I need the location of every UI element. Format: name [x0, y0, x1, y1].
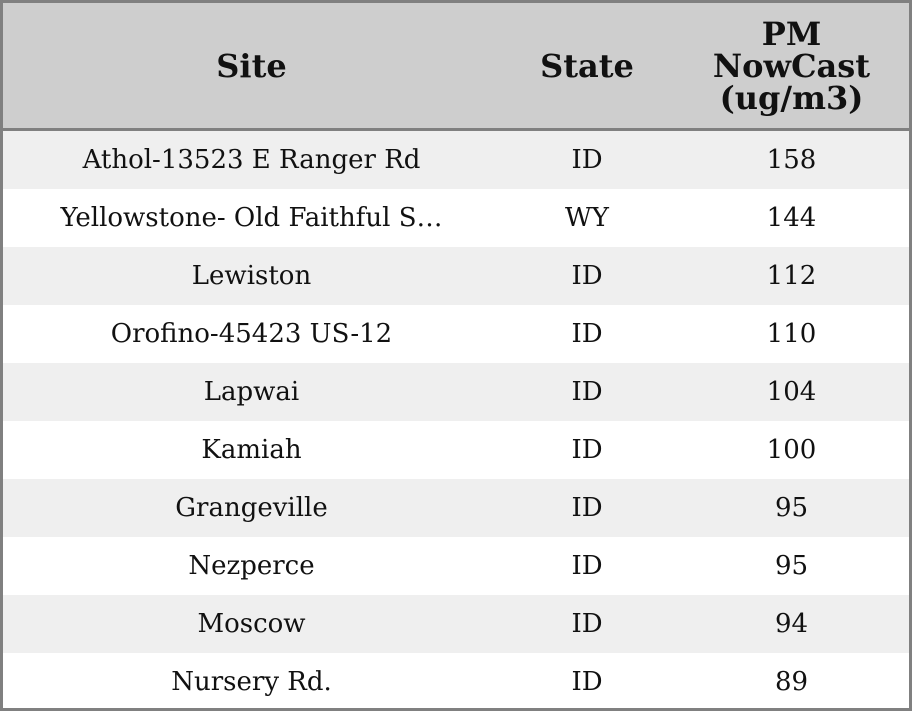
column-header-state-label: State [540, 46, 634, 85]
cell-pm-nowcast: 95 [674, 537, 909, 595]
cell-site: Lewiston [3, 247, 500, 305]
column-header-state [500, 3, 674, 130]
table-row [3, 363, 909, 421]
cell-pm-nowcast: 100 [674, 421, 909, 479]
cell-state: WY [500, 189, 674, 247]
cell-state: ID [500, 537, 674, 595]
table-row [3, 305, 909, 363]
cell-site: Yellowstone- Old Faithful S… [3, 189, 500, 247]
cell-pm-nowcast: 158 [674, 130, 909, 190]
column-header-pm-line-3: (ug/m3) [719, 78, 864, 117]
pm-nowcast-table [3, 3, 909, 711]
column-header-site-label: Site [216, 46, 287, 85]
cell-state: ID [500, 653, 674, 711]
column-header-pm-line-2: NowCast [712, 46, 871, 85]
cell-pm-nowcast: 144 [674, 189, 909, 247]
table-body [3, 130, 909, 711]
cell-pm-nowcast: 95 [674, 479, 909, 537]
cell-state: ID [500, 247, 674, 305]
cell-site: Grangeville [3, 479, 500, 537]
table-row [3, 595, 909, 653]
cell-pm-nowcast: 112 [674, 247, 909, 305]
table-row [3, 247, 909, 305]
cell-state: ID [500, 363, 674, 421]
column-header-site [3, 3, 500, 130]
cell-pm-nowcast: 110 [674, 305, 909, 363]
cell-site: Athol-13523 E Ranger Rd [3, 130, 500, 190]
cell-site: Orofino-45423 US-12 [3, 305, 500, 363]
cell-pm-nowcast: 89 [674, 653, 909, 711]
table-row [3, 130, 909, 190]
cell-site: Kamiah [3, 421, 500, 479]
cell-site: Nursery Rd. [3, 653, 500, 711]
column-header-pm-nowcast [674, 3, 909, 130]
column-header-pm-line-1: PM [761, 14, 822, 53]
cell-pm-nowcast: 104 [674, 363, 909, 421]
table-row [3, 653, 909, 711]
header-row [3, 3, 909, 130]
table-row [3, 189, 909, 247]
cell-state: ID [500, 479, 674, 537]
cell-state: ID [500, 421, 674, 479]
cell-pm-nowcast: 94 [674, 595, 909, 653]
cell-site: Nezperce [3, 537, 500, 595]
cell-site: Lapwai [3, 363, 500, 421]
cell-site: Moscow [3, 595, 500, 653]
cell-state: ID [500, 305, 674, 363]
cell-state: ID [500, 595, 674, 653]
table-row [3, 479, 909, 537]
table-row [3, 537, 909, 595]
cell-state: ID [500, 130, 674, 190]
table-row [3, 421, 909, 479]
